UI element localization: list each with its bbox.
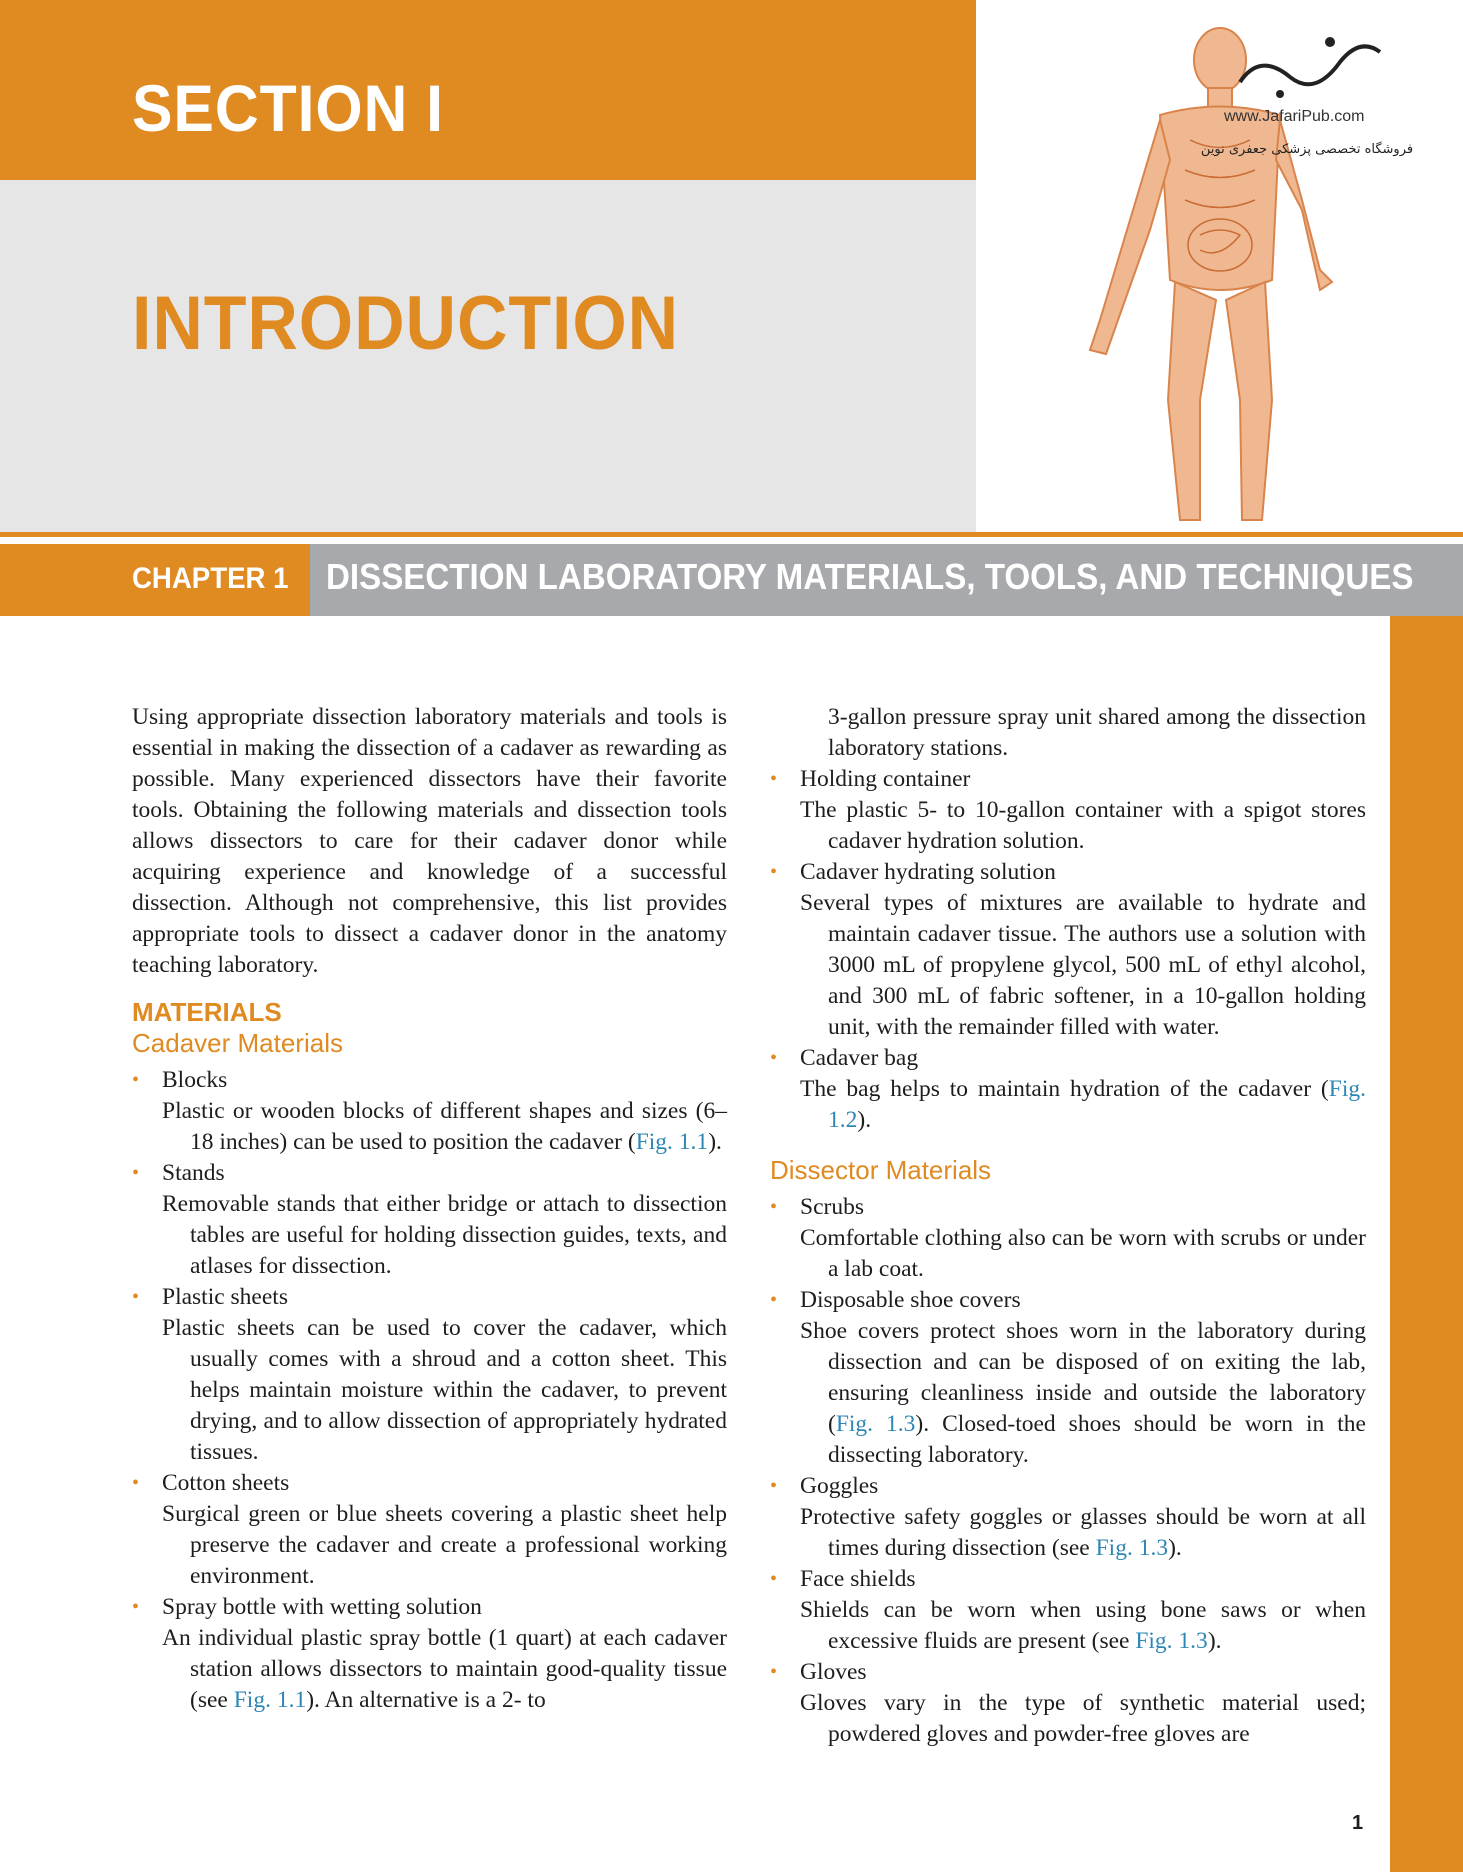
item-name: Disposable shoe covers (800, 1287, 1021, 1313)
item-desc: The plastic 5- to 10-gallon container with a spigot stores cadaver hydration solution. (800, 797, 1366, 854)
bullet-icon: • (770, 1047, 778, 1069)
figure-link[interactable]: Fig. 1.3 (835, 1411, 916, 1437)
right-column (770, 702, 1366, 1750)
publisher-logo (1220, 22, 1390, 102)
item-desc (800, 1595, 1366, 1657)
item-desc-text: An individual plastic spray bottle (1 quart) at each cadaver station allows dissectors to maintain good-quality tissue (see (162, 1625, 727, 1713)
bullet-icon: • (770, 1196, 778, 1218)
item-desc-text: Shoe covers protect shoes worn in the laboratory during dissection and can be disposed of on exiting the lab, ensuring cleanliness inside and outside the laboratory ( (800, 1318, 1366, 1437)
item-desc-text: The bag helps to maintain hydration of the cadaver ( (800, 1076, 1329, 1102)
watermark-url: www.JafariPub.com (1224, 108, 1365, 125)
list-item (770, 1192, 1366, 1285)
page-number: 1 (1352, 1812, 1364, 1834)
bullet-icon: • (132, 1472, 140, 1494)
part-title: INTRODUCTION (132, 281, 680, 366)
list-item (132, 1468, 727, 1592)
item-name: Gloves (800, 1659, 867, 1685)
item-name: Cadaver hydrating solution (800, 859, 1056, 885)
item-name: Plastic sheets (162, 1284, 288, 1310)
bullet-icon: • (770, 768, 778, 790)
item-desc-tail: ). (1168, 1535, 1182, 1561)
bullet-icon: • (132, 1069, 140, 1091)
list-item (770, 1285, 1366, 1471)
item-desc (162, 1623, 727, 1716)
item-desc-text: Protective safety goggles or glasses should be worn at all times during dissection (see (800, 1504, 1366, 1561)
item-desc (800, 1074, 1366, 1136)
dissector-materials-list (770, 1192, 1366, 1750)
item-desc (800, 1502, 1366, 1564)
list-item (132, 1592, 727, 1716)
intro-paragraph: Using appropriate dissection laboratory materials and tools is essential in making the dissection of a cadaver as rewarding as possible. Many experienced dissectors have their favorite tools. Obtaining the following materials and dissection tools allows dissectors to care for their cadaver donor while acquiring experience and knowledge of a successful dissection. Although not comprehensive, this list provides appropriate tools to dissect a cadaver donor in the anatomy teaching laboratory. (132, 704, 727, 978)
item-desc-tail: ). (857, 1107, 872, 1133)
bullet-icon: • (770, 1661, 778, 1683)
figure-link[interactable]: Fig. 1.1 (233, 1687, 307, 1713)
item-desc-tail: ). (708, 1129, 722, 1155)
list-item (132, 1158, 727, 1282)
item-desc-text: Plastic or wooden blocks of different shapes and sizes (6–18 inches) can be used to position the cadaver ( (162, 1098, 727, 1155)
item-name: Cadaver bag (800, 1045, 919, 1071)
figure-link[interactable]: Fig. 1.3 (1095, 1535, 1169, 1561)
item-desc-tail: ). (1207, 1628, 1222, 1654)
bullet-icon: • (770, 1475, 778, 1497)
item-desc: Plastic sheets can be used to cover the cadaver, which usually comes with a shroud and a cotton sheet. This helps maintain moisture within the cadaver, to prevent drying, and to allow dissection of appropriately hydrated tissues. (162, 1315, 727, 1465)
item-name: Holding container (800, 766, 971, 792)
watermark-subtitle: فروشگاه تخصصی پزشکی جعفری نوین (1200, 142, 1414, 157)
figure-link[interactable]: Fig. 1.3 (1135, 1628, 1208, 1654)
list-item (132, 1282, 727, 1468)
figure-link[interactable]: Fig. 1.1 (635, 1129, 709, 1155)
item-desc-tail: ). An alternative is a 2- to (306, 1687, 546, 1713)
bullet-icon: • (132, 1596, 140, 1618)
materials-heading: MATERIALS (132, 997, 282, 1027)
list-item (770, 1657, 1366, 1750)
item-name: Face shields (800, 1566, 916, 1592)
item-desc: Comfortable clothing also can be worn with scrubs or under a lab coat. (800, 1225, 1366, 1282)
item-desc: Removable stands that either bridge or attach to dissection tables are useful for holding dissection guides, texts, and atlases for dissection. (162, 1191, 727, 1279)
cadaver-materials-heading: Cadaver Materials (132, 1028, 343, 1058)
item-desc: Surgical green or blue sheets covering a plastic sheet help preserve the cadaver and create a professional working environment. (162, 1501, 727, 1589)
side-thumb-tab (1390, 616, 1463, 1872)
left-column (132, 702, 727, 1716)
item-name: Blocks (162, 1067, 228, 1093)
item-name: Spray bottle with wetting solution (162, 1594, 482, 1620)
cadaver-materials-list (132, 1065, 727, 1716)
chapter-label: CHAPTER 1 (132, 562, 289, 595)
section-label: SECTION I (132, 71, 444, 145)
item-name: Goggles (800, 1473, 879, 1499)
item-desc: Several types of mixtures are available to hydrate and maintain cadaver tissue. The authors use a solution with 3000 mL of propylene glycol, 500 mL of ethyl alcohol, and 300 mL of fabric softener, in a 10-gallon holding unit, with the remainder filled with water. (800, 890, 1366, 1040)
item-desc: Gloves vary in the type of synthetic material used; powdered gloves and powder-free gloves are (800, 1690, 1366, 1747)
chapter-title: DISSECTION LABORATORY MATERIALS, TOOLS, AND TECHNIQUES (326, 556, 1414, 597)
bullet-icon: • (770, 861, 778, 883)
list-item (770, 1471, 1366, 1564)
item-desc (162, 1096, 727, 1158)
item-name: Stands (162, 1160, 225, 1186)
dissector-materials-heading: Dissector Materials (770, 1155, 992, 1185)
bullet-icon: • (132, 1162, 140, 1184)
list-item (132, 1065, 727, 1158)
bullet-icon: • (770, 1568, 778, 1590)
list-item (770, 1043, 1366, 1136)
item-desc (800, 1316, 1366, 1471)
bullet-icon: • (132, 1286, 140, 1308)
item-desc-tail: ). Closed-toed shoes should be worn in the dissecting laboratory. (828, 1411, 1366, 1468)
cadaver-materials-list-continued (770, 764, 1366, 1136)
header-rule (0, 532, 1463, 537)
list-item (770, 1564, 1366, 1657)
figure-link[interactable]: Fig. 1.2 (828, 1076, 1366, 1133)
list-item (770, 857, 1366, 1043)
list-item (770, 764, 1366, 857)
item-name: Cotton sheets (162, 1470, 290, 1496)
item-desc-text: Shields can be worn when using bone saws or when excessive fluids are present (see (800, 1597, 1366, 1654)
item-name: Scrubs (800, 1194, 864, 1220)
continued-text: 3-gallon pressure spray unit shared among the dissection laboratory stations. (828, 704, 1366, 761)
bullet-icon: • (770, 1289, 778, 1311)
